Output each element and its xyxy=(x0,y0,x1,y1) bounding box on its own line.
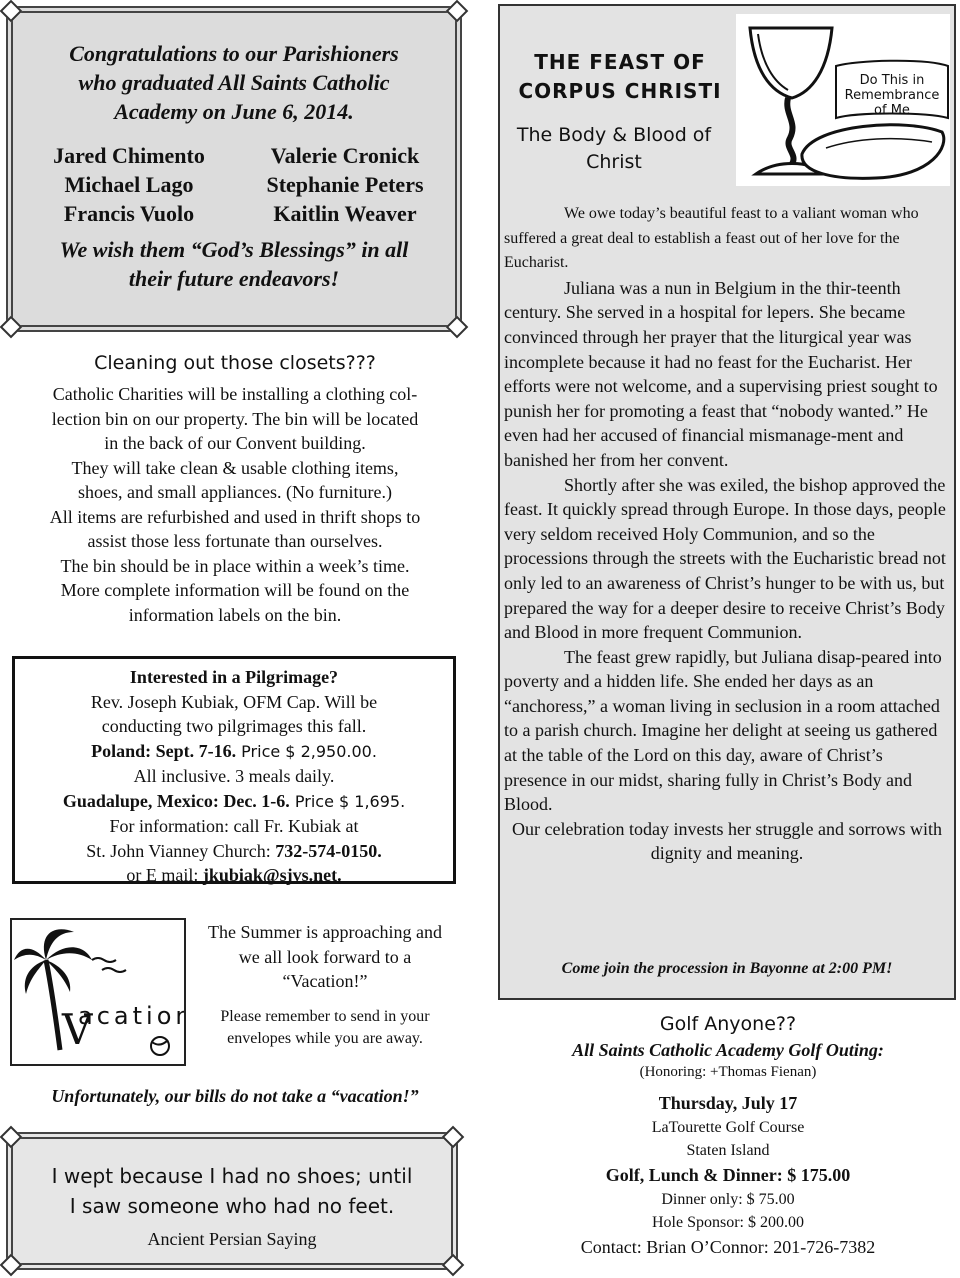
golf-location: Staten Island xyxy=(686,1142,770,1159)
corner-ornament-icon xyxy=(442,1254,465,1277)
email-line xyxy=(15,863,453,888)
poland-dates: Poland: Sept. 7-16. xyxy=(91,740,237,761)
graduate-row xyxy=(13,170,455,199)
corner-ornament-icon xyxy=(0,316,22,339)
graduate-name: Valerie Cronick xyxy=(270,143,420,168)
paragraph: Our celebration today invests her struggle and sorrows with dignity and meaning. xyxy=(512,818,942,864)
corpus-christi-box xyxy=(498,4,956,1000)
email-label: or E mail: xyxy=(126,865,203,885)
golf-date: Thursday, July 17 xyxy=(658,1093,798,1113)
graduation-box xyxy=(6,6,462,332)
closets-heading: Cleaning out those closets??? xyxy=(94,352,376,374)
golf-honoring: (Honoring: +Thomas Fienan) xyxy=(639,1064,817,1080)
corner-ornament-icon xyxy=(446,0,469,22)
closets-line: shoes, and small appliances. (No furniture.) xyxy=(78,482,392,502)
saying-box xyxy=(6,1132,458,1270)
golf-sponsor-price: Hole Sponsor: $ 200.00 xyxy=(652,1214,804,1231)
closets-line: in the back of our Convent building. xyxy=(104,433,366,453)
church-phone: 732-574-0150. xyxy=(275,840,382,861)
golf-dinner-price: Dinner only: $ 75.00 xyxy=(661,1191,795,1208)
pilgrimage-line: All inclusive. 3 meals daily. xyxy=(133,766,335,786)
pilgrimage-line: Rev. Joseph Kubiak, OFM Cap. Will be xyxy=(90,691,378,712)
closets-body xyxy=(10,382,460,627)
chalice-bread-illustration xyxy=(736,14,950,186)
palm-tree-icon xyxy=(12,920,184,1064)
graduate-names xyxy=(13,141,455,228)
subtitle-line: Christ xyxy=(586,151,642,173)
golf-heading: Golf Anyone?? xyxy=(659,1013,797,1035)
saying-attribution: Ancient Persian Saying xyxy=(147,1229,317,1249)
closets-line: The bin should be in place within a week’s time. xyxy=(60,555,410,576)
corner-ornament-icon xyxy=(0,0,22,22)
corpus-christi-subtitle xyxy=(504,122,724,176)
golf-price: Golf, Lunch & Dinner: $ 175.00 xyxy=(605,1165,851,1185)
corner-ornament-icon xyxy=(0,1126,22,1149)
envelope-reminder: Please remember to send in your envelopes while you are away. xyxy=(220,1008,430,1047)
closets-line: They will take clean & usable clothing items, xyxy=(71,457,399,478)
poland-line xyxy=(15,739,453,765)
paragraph: Juliana was a nun in Belgium in the thir-teenth century. She served in a hospital for lepers. She became convinced through her prayer that the liturgical year was incomplete because it had no feast for the Eucharist. Her efforts were not welcome, and a supervising priest sought to punish her for promoting a feast that “nobody wanted.” He even had her accused of financial mismanage-ment and banished her from her convent. xyxy=(504,277,938,470)
saying-quote xyxy=(13,1161,451,1221)
golf-contact: Contact: Brian O’Connor: 201-726-7382 xyxy=(580,1237,876,1257)
graduation-wish-line: their future endeavors! xyxy=(128,266,340,291)
guadalupe-line xyxy=(15,789,453,815)
banner-caption-line: Remembrance xyxy=(844,88,940,103)
paragraph: We owe today’s beautiful feast to a valiant woman who suffered a great deal to establish a feast out of her love for the Eucharist. xyxy=(504,205,919,272)
vacation-text: The Summer is approaching and we all look forward to a “Vacation!” xyxy=(208,922,442,991)
paragraph: Shortly after she was exiled, the bishop approved the feast. It quickly spread through Europe. In those days, people very seldom received Holy Communion, and so the processions through the streets with the Eucharistic bread not only led to an awareness of Christ’s hunger to be with us, but prepared the way for a deeper desire to receive Christ’s Body and Blood in more frequent Communion. xyxy=(504,474,946,643)
pilgrimage-heading: Interested in a Pilgrimage? xyxy=(129,667,339,687)
email-address: jkubiak@sjvs.net. xyxy=(202,865,342,885)
corner-ornament-icon xyxy=(442,1126,465,1149)
graduate-row xyxy=(13,199,455,228)
corner-ornament-icon xyxy=(446,316,469,339)
saying-line: I saw someone who had no feet. xyxy=(69,1194,395,1218)
pilgrimage-line: conducting two pilgrimages this fall. xyxy=(101,716,367,736)
closets-line: assist those less fortunate than ourselves. xyxy=(87,531,383,551)
vacation-word: acation xyxy=(78,1002,184,1030)
graduation-title-line: Congratulations to our Parishioners xyxy=(69,41,399,66)
graduation-wish xyxy=(13,235,455,293)
church-line xyxy=(15,839,453,864)
guadalupe-price: Price $ 1,695. xyxy=(289,791,406,811)
graduate-name: Francis Vuolo xyxy=(63,201,195,226)
pilgrimage-line: For information: call Fr. Kubiak at xyxy=(109,816,359,836)
closets-line: lection bin on our property. The bin will be located xyxy=(51,408,419,429)
vacation-v-letter: V xyxy=(62,1005,93,1054)
graduate-name: Stephanie Peters xyxy=(266,172,424,197)
poland-price: Price $ 2,950.00. xyxy=(236,741,377,761)
graduation-title-line: who graduated All Saints Catholic xyxy=(78,70,390,95)
title-line: THE FEAST OF xyxy=(534,50,706,74)
subtitle-line: The Body & Blood of xyxy=(516,124,712,146)
title-line: CORPUS CHRISTI xyxy=(518,79,722,103)
chalice-icon xyxy=(736,14,950,186)
pilgrimage-box xyxy=(12,656,456,884)
banner-caption-line: of Me xyxy=(874,103,910,118)
graduation-title xyxy=(13,39,455,126)
vacation-image xyxy=(10,918,186,1066)
graduate-name: Kaitlin Weaver xyxy=(273,201,417,226)
graduation-wish-line: We wish them “God’s Blessings” in all xyxy=(59,237,409,262)
graduate-name: Jared Chimento xyxy=(53,143,205,168)
saying-line: I wept because I had no shoes; until xyxy=(51,1164,413,1188)
closets-line: Catholic Charities will be installing a clothing col- xyxy=(52,384,418,404)
church-name: St. John Vianney Church: xyxy=(86,840,276,861)
closets-line: information labels on the bin. xyxy=(128,604,342,625)
banner-caption-line: Do This in xyxy=(859,73,925,88)
guadalupe-dates: Guadalupe, Mexico: Dec. 1-6. xyxy=(62,790,290,811)
corner-ornament-icon xyxy=(0,1254,22,1277)
graduation-title-line: Academy on June 6, 2014. xyxy=(114,99,354,124)
golf-venue: LaTourette Golf Course xyxy=(651,1119,805,1136)
graduate-name: Michael Lago xyxy=(64,172,194,197)
corpus-christi-body xyxy=(504,202,950,866)
golf-subtitle: All Saints Catholic Academy Golf Outing: xyxy=(572,1040,884,1060)
graduate-row xyxy=(13,141,455,170)
bills-note: Unfortunately, our bills do not take a “vacation!” xyxy=(51,1086,419,1106)
paragraph: The feast grew rapidly, but Juliana disap-peared into poverty and a hidden life. She ended her days as an “anchoress,” a woman living in seclusion in a room attached to a parish church. Imagine her delight at seeing us gathered at the table of the Lord on this day, aware of Christ’s presence in our midst, sharing fully in Christ’s Body and Blood. xyxy=(504,646,942,815)
golf-section xyxy=(500,1010,956,1260)
procession-invite: Come join the procession in Bayonne at 2:00 PM! xyxy=(561,960,893,977)
closets-line: More complete information will be found on the xyxy=(60,580,410,600)
closets-line: All items are refurbished and used in thrift shops to xyxy=(49,506,421,527)
corpus-christi-title xyxy=(510,48,730,106)
